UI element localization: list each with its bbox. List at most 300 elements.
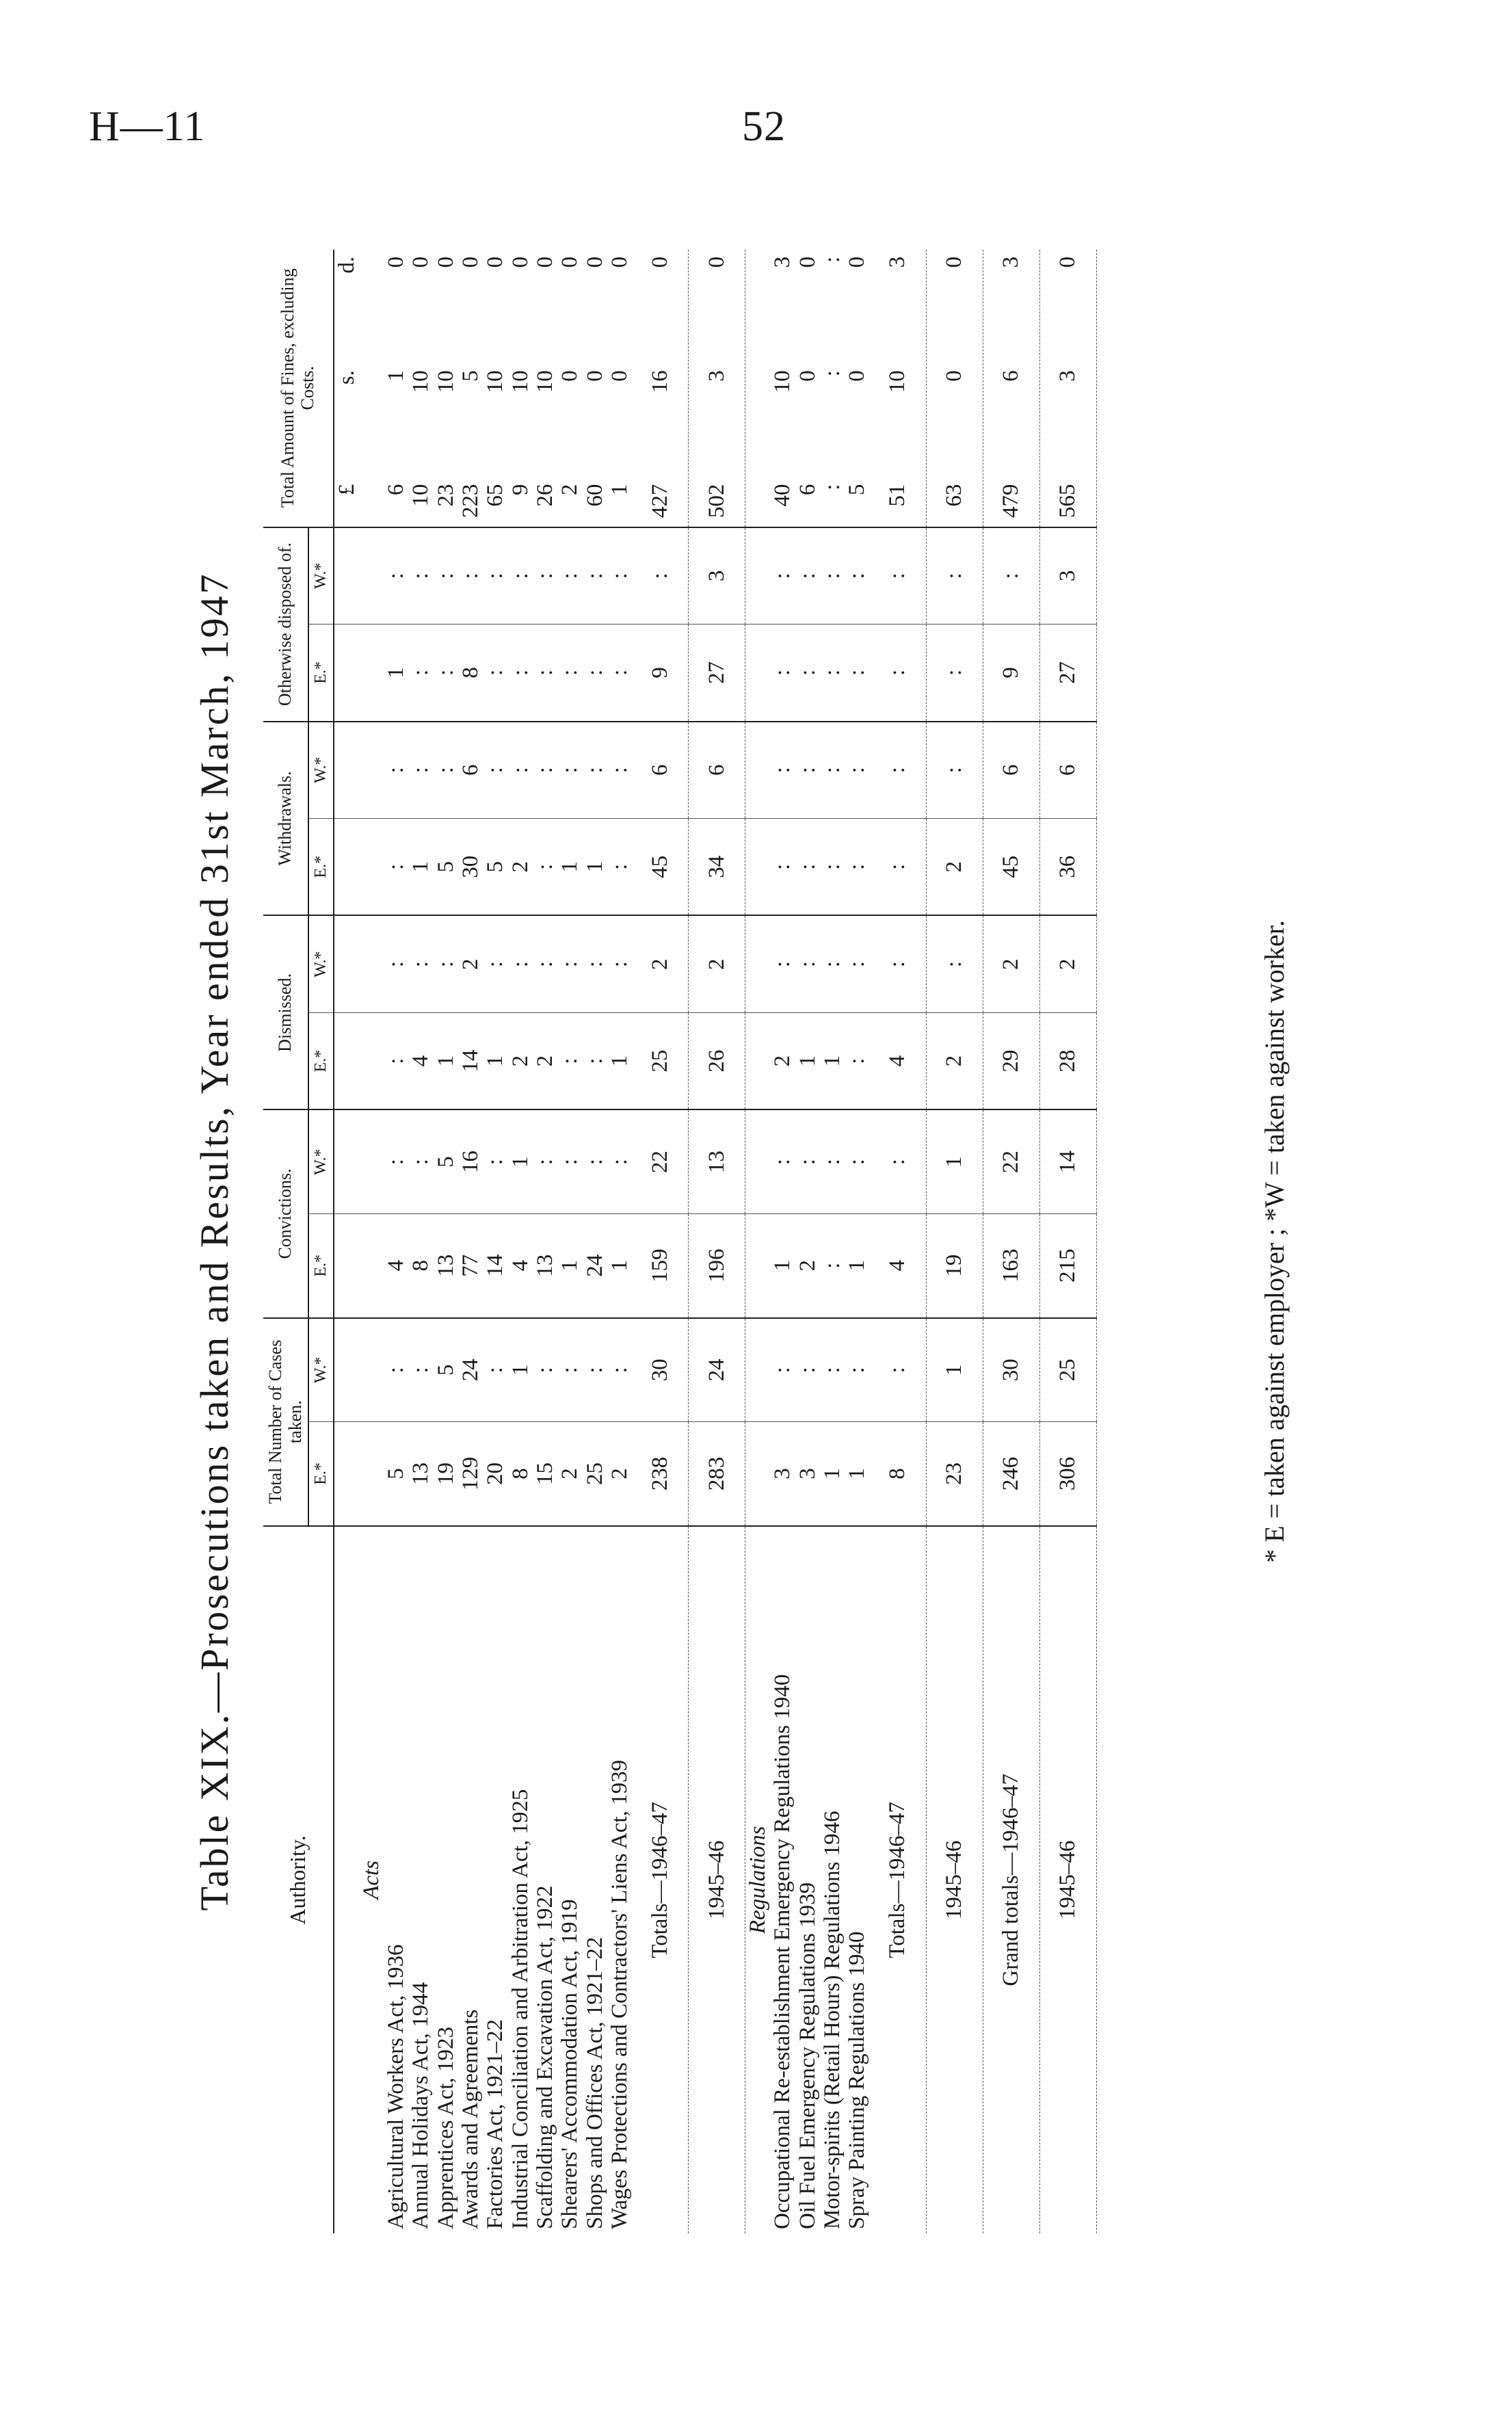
fine-shillings: 10 bbox=[507, 370, 533, 393]
value-cell: 1 bbox=[408, 819, 433, 916]
value-cell: : bbox=[384, 722, 408, 819]
convictions-header: Convictions. bbox=[263, 1109, 308, 1317]
value-cell: 29 bbox=[983, 1012, 1039, 1109]
fine-pounds: 10 bbox=[408, 484, 434, 507]
fine-cell bbox=[983, 250, 1039, 527]
ew-header: E.* bbox=[308, 819, 333, 916]
otherwise-header: Otherwise disposed of. bbox=[263, 527, 308, 722]
section-heading: Regulations bbox=[745, 1826, 771, 1934]
value-cell: : bbox=[483, 527, 507, 625]
fine-cell bbox=[607, 250, 632, 527]
fine-shillings: 10 bbox=[532, 370, 557, 393]
authority-cell: Motor-spirits (Retail Hours) Regulations 1946 bbox=[820, 1811, 845, 2229]
value-cell: 2 bbox=[795, 1213, 820, 1317]
value-cell: : bbox=[408, 1109, 433, 1213]
blank-cell bbox=[334, 1422, 359, 1526]
value-cell: : bbox=[557, 915, 582, 1012]
value-cell: : bbox=[533, 527, 557, 625]
fine-amount bbox=[795, 254, 820, 523]
value-cell: : bbox=[770, 915, 795, 1012]
value-cell: : bbox=[508, 625, 533, 722]
value-cell: : bbox=[845, 1109, 869, 1213]
value-cell: 1 bbox=[607, 1012, 632, 1109]
value-cell: : bbox=[870, 819, 927, 916]
value-cell: : bbox=[795, 1318, 820, 1422]
value-cell: : bbox=[870, 722, 927, 819]
fine-pence: 0 bbox=[647, 257, 672, 268]
blank-cell bbox=[359, 1318, 384, 1422]
value-cell: : bbox=[533, 1109, 557, 1213]
value-cell: : bbox=[384, 915, 408, 1012]
fine-pence: 3 bbox=[998, 257, 1024, 268]
value-cell: 2 bbox=[926, 1012, 983, 1109]
value-cell: : bbox=[795, 527, 820, 625]
value-cell: 159 bbox=[632, 1213, 689, 1317]
value-cell: : bbox=[607, 915, 632, 1012]
money-units-row bbox=[334, 250, 359, 2233]
value-cell: 2 bbox=[533, 1012, 557, 1109]
value-cell: : bbox=[870, 1318, 927, 1422]
value-cell: : bbox=[607, 527, 632, 625]
value-cell: : bbox=[870, 527, 927, 625]
fine-cell bbox=[583, 250, 607, 527]
value-cell: : bbox=[384, 1012, 408, 1109]
fine-pence: 0 bbox=[557, 257, 583, 268]
value-cell: 13 bbox=[434, 1213, 458, 1317]
fine-amount bbox=[483, 254, 507, 523]
fine-pence: 0 bbox=[483, 257, 508, 268]
fine-pence: 0 bbox=[845, 257, 870, 268]
blank-cell bbox=[745, 722, 771, 819]
fine-amount bbox=[820, 254, 845, 523]
ew-header: W.* bbox=[308, 915, 333, 1012]
value-cell: 45 bbox=[632, 819, 689, 916]
fine-pence: 0 bbox=[582, 257, 607, 268]
value-cell: : bbox=[845, 625, 869, 722]
authority-cell: Totals—1946–47 bbox=[870, 1526, 927, 2233]
ew-header: E.* bbox=[308, 1213, 333, 1317]
fine-pounds: 63 bbox=[942, 484, 967, 507]
regulations-total-row bbox=[926, 250, 983, 2233]
value-cell: : bbox=[770, 722, 795, 819]
blank-cell bbox=[359, 1109, 384, 1213]
value-cell: : bbox=[820, 722, 845, 819]
authority-cell: Shops and Offices Act, 1921–22 bbox=[582, 1936, 607, 2229]
blank-cell bbox=[334, 1318, 359, 1422]
act-row bbox=[384, 250, 408, 2233]
value-cell: : bbox=[384, 1318, 408, 1422]
fine-amount bbox=[607, 254, 632, 523]
value-cell: 196 bbox=[689, 1213, 745, 1317]
value-cell: 36 bbox=[1039, 819, 1096, 916]
fine-cell bbox=[689, 250, 745, 527]
rotated-table-block bbox=[191, 195, 1313, 2288]
value-cell: 4 bbox=[384, 1213, 408, 1317]
value-cell: 163 bbox=[983, 1213, 1039, 1317]
value-cell: : bbox=[607, 1109, 632, 1213]
fine-amount bbox=[998, 254, 1023, 523]
value-cell: : bbox=[820, 1213, 845, 1317]
fine-cell bbox=[845, 250, 869, 527]
authority-cell: Grand totals—1946–47 bbox=[983, 1526, 1039, 2233]
value-cell: 22 bbox=[983, 1109, 1039, 1213]
fine-pence: 0 bbox=[532, 257, 557, 268]
value-cell: : bbox=[533, 1318, 557, 1422]
value-cell: : bbox=[384, 1109, 408, 1213]
value-cell: : bbox=[983, 527, 1039, 625]
authority-cell: Totals—1946–47 bbox=[632, 1526, 689, 2233]
value-cell: 129 bbox=[458, 1422, 483, 1526]
value-cell: 5 bbox=[483, 819, 507, 916]
authority-cell: Oil Fuel Emergency Regulations 1939 bbox=[795, 1882, 820, 2229]
fine-shillings: 0 bbox=[845, 370, 870, 382]
fine-pence: 0 bbox=[384, 257, 409, 268]
value-cell: 1 bbox=[926, 1109, 983, 1213]
ew-header: E.* bbox=[308, 1012, 333, 1109]
fine-pence: 0 bbox=[433, 257, 458, 268]
fine-cell bbox=[434, 250, 458, 527]
value-cell: : bbox=[533, 819, 557, 916]
prosecutions-table bbox=[263, 250, 1097, 2233]
value-cell: : bbox=[607, 625, 632, 722]
fine-pounds: 51 bbox=[885, 484, 910, 507]
fine-cell bbox=[533, 250, 557, 527]
value-cell: 77 bbox=[458, 1213, 483, 1317]
value-cell: 3 bbox=[795, 1422, 820, 1526]
value-cell: 30 bbox=[632, 1318, 689, 1422]
fines-header: Total Amount of Fines, excluding Costs. bbox=[263, 250, 334, 527]
section-acts bbox=[359, 250, 384, 2233]
value-cell: 4 bbox=[870, 1012, 927, 1109]
authority-cell: Agricultural Workers Act, 1936 bbox=[384, 1944, 409, 2229]
ew-header: W.* bbox=[308, 1318, 333, 1422]
value-cell: 22 bbox=[632, 1109, 689, 1213]
fine-shillings: 6 bbox=[998, 370, 1024, 382]
fine-shillings: 5 bbox=[458, 370, 483, 382]
value-cell: : bbox=[508, 722, 533, 819]
acts-total-row bbox=[632, 250, 689, 2233]
value-cell: : bbox=[533, 915, 557, 1012]
blank-cell bbox=[334, 527, 359, 625]
value-cell: : bbox=[870, 915, 927, 1012]
fine-shillings: 3 bbox=[1055, 370, 1080, 382]
value-cell: 1 bbox=[795, 1012, 820, 1109]
section-heading: Acts bbox=[358, 1860, 384, 1900]
value-cell: : bbox=[820, 527, 845, 625]
value-cell: : bbox=[770, 1318, 795, 1422]
value-cell: 27 bbox=[1039, 625, 1096, 722]
value-cell: 3 bbox=[770, 1422, 795, 1526]
blank-cell bbox=[334, 1012, 359, 1109]
act-row bbox=[434, 250, 458, 2233]
value-cell: : bbox=[483, 1318, 507, 1422]
fine-cell bbox=[926, 250, 983, 527]
ew-header: E.* bbox=[308, 625, 333, 722]
value-cell: : bbox=[483, 722, 507, 819]
blank-cell bbox=[334, 1526, 359, 2233]
value-cell: : bbox=[795, 1109, 820, 1213]
blank-cell bbox=[334, 915, 359, 1012]
fine-pounds: 479 bbox=[998, 484, 1024, 518]
blank-cell bbox=[745, 1422, 771, 1526]
blank-cell bbox=[359, 1422, 384, 1526]
fine-pence: : bbox=[820, 257, 845, 263]
value-cell: 13 bbox=[533, 1213, 557, 1317]
fine-pence: 0 bbox=[942, 257, 967, 268]
authority-cell: 1945–46 bbox=[926, 1526, 983, 2233]
value-cell: 24 bbox=[583, 1213, 607, 1317]
value-cell: : bbox=[770, 1109, 795, 1213]
authority-cell: Occupational Re-establishment Emergency Regulations 1940 bbox=[770, 1674, 795, 2229]
fine-shillings: 0 bbox=[942, 370, 967, 382]
fine-pounds: 2 bbox=[557, 484, 583, 496]
value-cell: 2 bbox=[557, 1422, 582, 1526]
value-cell: : bbox=[408, 915, 433, 1012]
fine-pence: 0 bbox=[795, 257, 820, 268]
value-cell: : bbox=[557, 1318, 582, 1422]
table-body bbox=[334, 250, 1097, 2233]
regulation-row bbox=[820, 250, 845, 2233]
value-cell: 1 bbox=[770, 1213, 795, 1317]
value-cell: 8 bbox=[870, 1422, 927, 1526]
value-cell: 13 bbox=[408, 1422, 433, 1526]
fine-pence: 0 bbox=[458, 257, 483, 268]
authority-cell: Annual Holidays Act, 1944 bbox=[408, 1982, 434, 2229]
value-cell: : bbox=[434, 915, 458, 1012]
fine-shillings: 0 bbox=[557, 370, 583, 382]
value-cell: 25 bbox=[1039, 1318, 1096, 1422]
grand-total-row bbox=[983, 250, 1039, 2233]
fine-cell bbox=[870, 250, 927, 527]
fine-pence: 0 bbox=[607, 257, 632, 268]
fine-amount bbox=[583, 254, 607, 523]
value-cell: 1 bbox=[926, 1318, 983, 1422]
act-row bbox=[408, 250, 433, 2233]
fine-cell bbox=[557, 250, 582, 527]
fine-shillings: 1 bbox=[384, 370, 409, 382]
value-cell: : bbox=[384, 527, 408, 625]
acts-total-row bbox=[689, 250, 745, 2233]
value-cell: 3 bbox=[1039, 527, 1096, 625]
fine-pounds: 1 bbox=[607, 484, 632, 496]
fine-pence: 0 bbox=[507, 257, 533, 268]
blank-cell bbox=[359, 1213, 384, 1317]
section-regulations bbox=[745, 250, 771, 2233]
value-cell: : bbox=[533, 722, 557, 819]
value-cell: : bbox=[408, 625, 433, 722]
value-cell: 2 bbox=[926, 819, 983, 916]
authority-cell: Apprentices Act, 1923 bbox=[433, 2026, 458, 2229]
fine-amount bbox=[845, 254, 869, 523]
blank-cell bbox=[745, 915, 771, 1012]
value-cell: 25 bbox=[583, 1422, 607, 1526]
page-reference: H—11 bbox=[89, 103, 206, 150]
value-cell: 5 bbox=[384, 1422, 408, 1526]
value-cell: : bbox=[820, 625, 845, 722]
fine-cell bbox=[632, 250, 689, 527]
value-cell: 26 bbox=[689, 1012, 745, 1109]
value-cell: 9 bbox=[983, 625, 1039, 722]
value-cell: : bbox=[870, 625, 927, 722]
value-cell: 1 bbox=[607, 1213, 632, 1317]
fine-cell bbox=[408, 250, 433, 527]
blank-cell bbox=[334, 625, 359, 722]
value-cell: 6 bbox=[458, 722, 483, 819]
fine-shillings: 10 bbox=[770, 370, 795, 393]
blank-cell bbox=[334, 819, 359, 916]
value-cell: : bbox=[583, 1109, 607, 1213]
authority-cell: Awards and Agreements bbox=[458, 2009, 483, 2229]
authority-cell: Factories Act, 1921–22 bbox=[483, 2019, 508, 2229]
fine-pence: 3 bbox=[885, 257, 910, 268]
value-cell: 306 bbox=[1039, 1422, 1096, 1526]
money-unit-label: d. bbox=[334, 257, 359, 274]
value-cell: : bbox=[845, 819, 869, 916]
value-cell: : bbox=[408, 722, 433, 819]
fine-cell bbox=[458, 250, 483, 527]
fine-shillings: 0 bbox=[607, 370, 632, 382]
value-cell: 24 bbox=[458, 1318, 483, 1422]
value-cell: : bbox=[820, 1318, 845, 1422]
blank-cell bbox=[359, 250, 384, 527]
fine-amount bbox=[458, 254, 483, 523]
value-cell: : bbox=[795, 915, 820, 1012]
blank-cell bbox=[334, 1213, 359, 1317]
value-cell: : bbox=[632, 527, 689, 625]
footnote: * E = taken against employer ; *W = taken against worker. bbox=[1259, 920, 1290, 1563]
authority-cell: 1945–46 bbox=[689, 1526, 745, 2233]
value-cell: 2 bbox=[508, 1012, 533, 1109]
fine-pounds: 427 bbox=[647, 484, 672, 518]
value-cell: 2 bbox=[689, 915, 745, 1012]
value-cell: 9 bbox=[632, 625, 689, 722]
value-cell: 14 bbox=[483, 1213, 507, 1317]
total-cases-header: Total Number of Cases taken. bbox=[263, 1318, 308, 1526]
value-cell: 8 bbox=[458, 625, 483, 722]
value-cell: 20 bbox=[483, 1422, 507, 1526]
value-cell: 14 bbox=[1039, 1109, 1096, 1213]
blank-cell bbox=[745, 527, 771, 625]
act-row bbox=[557, 250, 582, 2233]
value-cell: 2 bbox=[770, 1012, 795, 1109]
value-cell: : bbox=[770, 625, 795, 722]
blank-cell bbox=[359, 625, 384, 722]
fine-cell bbox=[508, 250, 533, 527]
authority-cell: Wages Protections and Contractors' Liens Act, 1939 bbox=[607, 1759, 632, 2229]
value-cell: 45 bbox=[983, 819, 1039, 916]
value-cell: : bbox=[820, 1109, 845, 1213]
value-cell: : bbox=[795, 722, 820, 819]
blank-cell bbox=[359, 915, 384, 1012]
value-cell: : bbox=[845, 915, 869, 1012]
value-cell: : bbox=[926, 915, 983, 1012]
fine-pounds: 26 bbox=[532, 484, 557, 507]
header-row-groups bbox=[263, 250, 308, 2233]
value-cell: : bbox=[820, 819, 845, 916]
value-cell: 3 bbox=[689, 527, 745, 625]
value-cell: 2 bbox=[458, 915, 483, 1012]
blank-cell bbox=[359, 527, 384, 625]
value-cell: 1 bbox=[820, 1012, 845, 1109]
value-cell: 5 bbox=[434, 1318, 458, 1422]
value-cell: 2 bbox=[1039, 915, 1096, 1012]
act-row bbox=[607, 250, 632, 2233]
withdrawals-header: Withdrawals. bbox=[263, 722, 308, 916]
fine-cell bbox=[384, 250, 408, 527]
value-cell: 14 bbox=[458, 1012, 483, 1109]
value-cell: : bbox=[508, 527, 533, 625]
value-cell: : bbox=[607, 722, 632, 819]
value-cell: : bbox=[583, 1318, 607, 1422]
value-cell: : bbox=[845, 722, 869, 819]
fine-amount bbox=[408, 254, 433, 523]
value-cell: : bbox=[557, 625, 582, 722]
act-row bbox=[533, 250, 557, 2233]
value-cell: : bbox=[795, 819, 820, 916]
fine-amount bbox=[557, 254, 582, 523]
value-cell: 1 bbox=[508, 1109, 533, 1213]
value-cell: : bbox=[845, 1318, 869, 1422]
value-cell: 13 bbox=[689, 1109, 745, 1213]
fine-pounds: 223 bbox=[458, 484, 483, 518]
authority-cell: Shearers' Accommodation Act, 1919 bbox=[557, 1899, 583, 2229]
blank-cell bbox=[334, 722, 359, 819]
ew-header: E.* bbox=[308, 1422, 333, 1526]
value-cell: : bbox=[583, 625, 607, 722]
blank-cell bbox=[745, 1012, 771, 1109]
fine-shillings: 16 bbox=[647, 370, 672, 393]
value-cell: 1 bbox=[845, 1422, 869, 1526]
fine-amount bbox=[508, 254, 533, 523]
fine-pounds: 6 bbox=[384, 484, 409, 496]
dismissed-header: Dismissed. bbox=[263, 915, 308, 1109]
authority-cell: Spray Painting Regulations 1940 bbox=[845, 1931, 870, 2229]
value-cell: : bbox=[508, 915, 533, 1012]
fine-pounds: : bbox=[820, 484, 845, 490]
value-cell: 1 bbox=[508, 1318, 533, 1422]
value-cell: 6 bbox=[1039, 722, 1096, 819]
act-row bbox=[483, 250, 507, 2233]
value-cell: : bbox=[845, 1012, 869, 1109]
act-row bbox=[508, 250, 533, 2233]
fine-pounds: 565 bbox=[1055, 484, 1080, 518]
authority-cell: 1945–46 bbox=[1039, 1526, 1096, 2233]
fine-amount bbox=[885, 254, 910, 523]
value-cell: : bbox=[770, 527, 795, 625]
value-cell: : bbox=[607, 819, 632, 916]
blank-cell bbox=[359, 819, 384, 916]
value-cell: : bbox=[926, 722, 983, 819]
fine-pounds: 65 bbox=[483, 484, 508, 507]
value-cell: 5 bbox=[434, 1109, 458, 1213]
value-cell: 1 bbox=[583, 819, 607, 916]
value-cell: : bbox=[557, 722, 582, 819]
fine-pounds: 9 bbox=[507, 484, 533, 496]
value-cell: 1 bbox=[557, 819, 582, 916]
value-cell: 19 bbox=[434, 1422, 458, 1526]
value-cell: : bbox=[434, 527, 458, 625]
value-cell: 2 bbox=[607, 1422, 632, 1526]
fine-shillings: 10 bbox=[433, 370, 458, 393]
value-cell: 8 bbox=[408, 1213, 433, 1317]
authority-header: Authority. bbox=[263, 1526, 334, 2233]
money-unit-label: s. bbox=[334, 370, 359, 385]
value-cell: 5 bbox=[434, 819, 458, 916]
fine-pence: 0 bbox=[1055, 257, 1080, 268]
value-cell: 24 bbox=[689, 1318, 745, 1422]
regulation-row bbox=[845, 250, 869, 2233]
value-cell: 16 bbox=[458, 1109, 483, 1213]
